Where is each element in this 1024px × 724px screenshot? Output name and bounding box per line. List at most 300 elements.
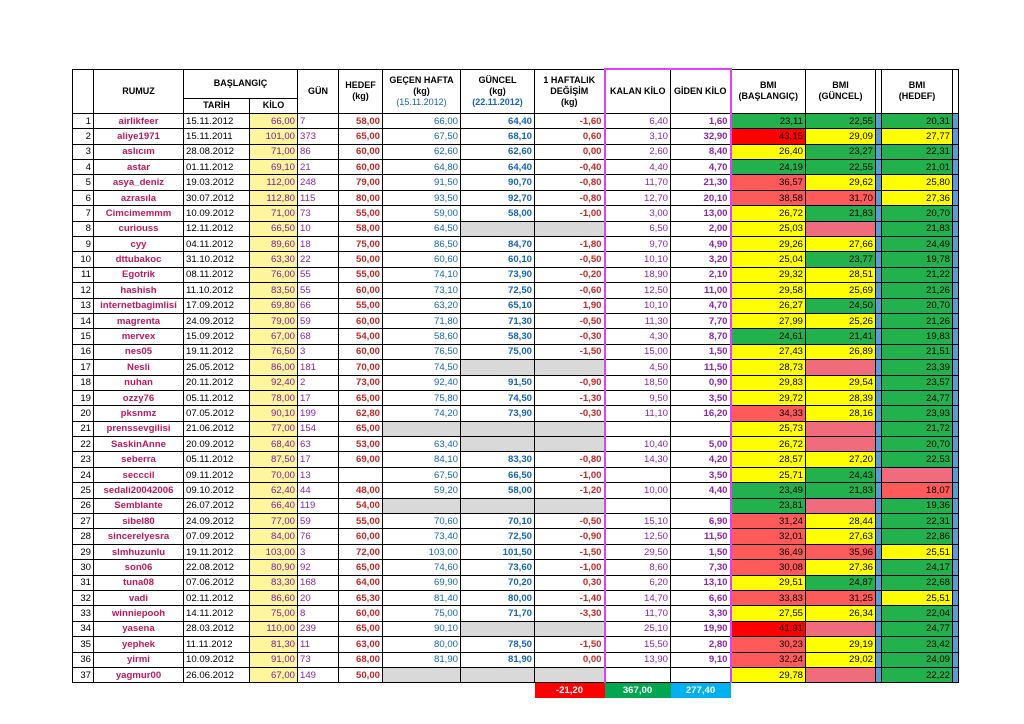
cell-kalan: 12,50 — [605, 529, 671, 544]
cell-guncel: 58,00 — [461, 206, 535, 221]
cell-bmi-hed: 20,70 — [882, 298, 953, 313]
table-row — [73, 591, 959, 606]
cell-guncel — [461, 621, 535, 636]
cell-hedef: 53,00 — [339, 437, 383, 452]
cell-bmi-hed: 21,51 — [882, 344, 953, 359]
cell-tarih: 19.03.2012 — [184, 175, 250, 190]
cell-degisim: -0,40 — [535, 160, 605, 175]
cell-gecen: 58,60 — [383, 329, 461, 344]
cell-kalan: 11,10 — [605, 406, 671, 421]
cell-guncel: 70,10 — [461, 514, 535, 529]
cell-gun: 11 — [298, 637, 339, 652]
header-degisim — [535, 69, 605, 113]
cell-kalan: 11,30 — [605, 313, 671, 328]
table-row — [73, 483, 959, 498]
cell-tarih: 10.09.2012 — [184, 206, 250, 221]
cell-bmi-hed: 21,83 — [882, 221, 953, 236]
cell-guncel: 75,00 — [461, 344, 535, 359]
cell-idx: 22 — [73, 437, 94, 452]
cell-idx: 2 — [73, 129, 94, 144]
cell-bmi-hed: 20,31 — [882, 113, 953, 128]
cell-kilo: 75,00 — [250, 606, 298, 621]
cell-kilo: 89,60 — [250, 237, 298, 252]
cell-guncel: 68,10 — [461, 129, 535, 144]
cell-bmi-gun: 24,50 — [806, 298, 876, 313]
header-bmi-baslangic — [731, 69, 806, 113]
column-separator — [953, 206, 959, 221]
cell-bmi-bas: 23,81 — [731, 498, 806, 513]
cell-name: seberra — [94, 452, 184, 467]
cell-degisim — [535, 221, 605, 236]
cell-bmi-bas: 24,19 — [731, 160, 806, 175]
cell-gun: 2 — [298, 375, 339, 390]
cell-tarih: 28.03.2012 — [184, 621, 250, 636]
cell-kalan: 11,70 — [605, 606, 671, 621]
cell-hedef: 75,00 — [339, 237, 383, 252]
cell-name: nuhan — [94, 375, 184, 390]
column-separator — [953, 421, 959, 436]
column-separator — [953, 175, 959, 190]
cell-tarih: 11.11.2012 — [184, 637, 250, 652]
totals-row — [73, 683, 959, 698]
cell-kalan: 9,50 — [605, 390, 671, 405]
cell-bmi-bas: 26,72 — [731, 206, 806, 221]
cell-gun: 22 — [298, 252, 339, 267]
cell-kilo: 71,00 — [250, 144, 298, 159]
header-bmi-hedef — [882, 69, 953, 113]
cell-bmi-hed: 23,42 — [882, 637, 953, 652]
cell-bmi-hed: 22,86 — [882, 529, 953, 544]
cell-giden — [671, 498, 731, 513]
table-row — [73, 452, 959, 467]
cell-bmi-hed: 22,04 — [882, 606, 953, 621]
cell-tarih: 10.09.2012 — [184, 652, 250, 667]
cell-hedef: 54,00 — [339, 329, 383, 344]
cell-gecen: 84,10 — [383, 452, 461, 467]
cell-degisim: 1,90 — [535, 298, 605, 313]
cell-kalan: 10,00 — [605, 483, 671, 498]
cell-degisim: -0,60 — [535, 283, 605, 298]
totals-spacer — [73, 683, 535, 698]
cell-kilo: 66,50 — [250, 221, 298, 236]
cell-gun: 76 — [298, 529, 339, 544]
header-gun: GÜN — [298, 69, 339, 113]
cell-degisim: -0,90 — [535, 529, 605, 544]
table-row — [73, 283, 959, 298]
cell-bmi-hed: 21,26 — [882, 313, 953, 328]
cell-degisim: -0,30 — [535, 406, 605, 421]
cell-guncel: 84,70 — [461, 237, 535, 252]
table-row — [73, 514, 959, 529]
cell-hedef: 58,00 — [339, 221, 383, 236]
cell-tarih: 14.11.2012 — [184, 606, 250, 621]
cell-tarih: 09.11.2012 — [184, 467, 250, 482]
cell-kalan: 25,10 — [605, 621, 671, 636]
column-separator — [953, 437, 959, 452]
cell-gecen: 86,50 — [383, 237, 461, 252]
cell-kalan — [605, 467, 671, 482]
cell-kilo: 63,30 — [250, 252, 298, 267]
cell-tarih: 25.05.2012 — [184, 360, 250, 375]
header-bmi-hed-line1: BMI — [908, 80, 926, 91]
cell-guncel: 65,10 — [461, 298, 535, 313]
cell-kilo: 90,10 — [250, 406, 298, 421]
cell-gecen: 64,80 — [383, 160, 461, 175]
cell-bmi-gun: 21,83 — [806, 483, 876, 498]
column-separator — [953, 221, 959, 236]
cell-degisim: -1,60 — [535, 113, 605, 128]
cell-idx: 11 — [73, 267, 94, 282]
cell-guncel: 71,30 — [461, 313, 535, 328]
cell-kilo: 110,00 — [250, 621, 298, 636]
cell-bmi-bas: 41,91 — [731, 621, 806, 636]
cell-tarih: 08.11.2012 — [184, 267, 250, 282]
cell-kalan: 10,10 — [605, 298, 671, 313]
cell-guncel: 90,70 — [461, 175, 535, 190]
cell-gecen: 74,10 — [383, 267, 461, 282]
total-degisim: -21,20 — [535, 683, 605, 698]
cell-idx: 21 — [73, 421, 94, 436]
cell-bmi-bas: 28,73 — [731, 360, 806, 375]
header-hedef — [339, 69, 383, 113]
cell-giden: 4,40 — [671, 483, 731, 498]
cell-gun: 17 — [298, 452, 339, 467]
cell-degisim: -1,40 — [535, 591, 605, 606]
cell-bmi-gun: 26,89 — [806, 344, 876, 359]
cell-degisim — [535, 421, 605, 436]
cell-kilo: 76,00 — [250, 267, 298, 282]
cell-degisim — [535, 621, 605, 636]
cell-kalan — [605, 421, 671, 436]
cell-kilo: 91,00 — [250, 652, 298, 667]
cell-bmi-bas: 31,24 — [731, 514, 806, 529]
cell-idx: 17 — [73, 360, 94, 375]
cell-gecen: 74,60 — [383, 560, 461, 575]
column-separator — [953, 560, 959, 575]
cell-bmi-bas: 24,61 — [731, 329, 806, 344]
cell-hedef: 58,00 — [339, 113, 383, 128]
cell-kalan: 13,90 — [605, 652, 671, 667]
cell-gecen: 63,40 — [383, 437, 461, 452]
cell-bmi-bas: 25,71 — [731, 467, 806, 482]
cell-kalan: 14,70 — [605, 591, 671, 606]
cell-giden: 4,20 — [671, 452, 731, 467]
cell-idx: 33 — [73, 606, 94, 621]
cell-degisim: -0,80 — [535, 452, 605, 467]
cell-idx: 36 — [73, 652, 94, 667]
cell-tarih: 24.09.2012 — [184, 313, 250, 328]
cell-kilo: 92,40 — [250, 375, 298, 390]
table-row — [73, 544, 959, 559]
cell-gecen: 93,50 — [383, 190, 461, 205]
cell-kilo: 62,40 — [250, 483, 298, 498]
cell-bmi-bas: 36,57 — [731, 175, 806, 190]
cell-idx: 23 — [73, 452, 94, 467]
cell-idx: 4 — [73, 160, 94, 175]
cell-degisim — [535, 360, 605, 375]
cell-hedef: 50,00 — [339, 667, 383, 682]
header-gecen-date: (15.11.2012) — [396, 96, 447, 107]
cell-degisim: -0,30 — [535, 329, 605, 344]
cell-tarih: 05.11.2012 — [184, 390, 250, 405]
cell-hedef: 69,00 — [339, 452, 383, 467]
cell-guncel: 101,50 — [461, 544, 535, 559]
cell-gecen: 64,50 — [383, 221, 461, 236]
cell-giden: 3,20 — [671, 252, 731, 267]
cell-gun: 7 — [298, 113, 339, 128]
cell-name: slmhuzunlu — [94, 544, 184, 559]
cell-hedef: 65,30 — [339, 591, 383, 606]
column-separator — [953, 344, 959, 359]
cell-guncel: 72,50 — [461, 283, 535, 298]
cell-bmi-hed: 22,31 — [882, 514, 953, 529]
cell-giden: 1,60 — [671, 113, 731, 128]
cell-giden: 1,50 — [671, 344, 731, 359]
cell-gun: 115 — [298, 190, 339, 205]
cell-bmi-gun: 28,16 — [806, 406, 876, 421]
cell-degisim: -1,00 — [535, 467, 605, 482]
cell-gun: 239 — [298, 621, 339, 636]
cell-degisim — [535, 437, 605, 452]
cell-tarih: 04.11.2012 — [184, 237, 250, 252]
cell-hedef — [339, 467, 383, 482]
cell-guncel: 64,40 — [461, 113, 535, 128]
cell-gecen: 66,00 — [383, 113, 461, 128]
cell-bmi-hed: 24,17 — [882, 560, 953, 575]
cell-hedef: 50,00 — [339, 252, 383, 267]
column-separator — [953, 190, 959, 205]
cell-name: winniepooh — [94, 606, 184, 621]
cell-hedef: 60,00 — [339, 144, 383, 159]
cell-giden: 1,50 — [671, 544, 731, 559]
total-giden: 277,40 — [671, 683, 731, 698]
cell-guncel: 74,50 — [461, 390, 535, 405]
cell-tarih: 01.11.2012 — [184, 160, 250, 175]
cell-kilo: 68,40 — [250, 437, 298, 452]
cell-gun: 181 — [298, 360, 339, 375]
cell-gun: 59 — [298, 514, 339, 529]
cell-idx: 15 — [73, 329, 94, 344]
cell-kilo: 86,00 — [250, 360, 298, 375]
cell-bmi-bas: 33,83 — [731, 591, 806, 606]
cell-idx: 20 — [73, 406, 94, 421]
cell-bmi-bas: 34,33 — [731, 406, 806, 421]
cell-hedef: 65,00 — [339, 390, 383, 405]
cell-gecen: 69,90 — [383, 575, 461, 590]
cell-bmi-hed: 21,01 — [882, 160, 953, 175]
cell-name: ozzy76 — [94, 390, 184, 405]
cell-giden: 7,70 — [671, 313, 731, 328]
cell-bmi-hed: 19,78 — [882, 252, 953, 267]
cell-kilo: 112,00 — [250, 175, 298, 190]
column-separator — [953, 606, 959, 621]
cell-kilo: 87,50 — [250, 452, 298, 467]
cell-name: SaskinAnne — [94, 437, 184, 452]
cell-giden: 9,10 — [671, 652, 731, 667]
cell-name: asya_deniz — [94, 175, 184, 190]
cell-bmi-hed: 19,83 — [882, 329, 953, 344]
cell-hedef: 60,00 — [339, 344, 383, 359]
header-bmi-hed-line2: (HEDEF) — [898, 91, 936, 102]
header-hedef-line1: HEDEF — [345, 80, 376, 91]
cell-giden: 11,00 — [671, 283, 731, 298]
cell-gun: 55 — [298, 283, 339, 298]
cell-gun: 86 — [298, 144, 339, 159]
cell-name: Egotrik — [94, 267, 184, 282]
cell-kilo: 103,00 — [250, 544, 298, 559]
cell-kilo: 81,30 — [250, 637, 298, 652]
cell-kilo: 77,00 — [250, 421, 298, 436]
cell-bmi-gun — [806, 437, 876, 452]
cell-gun: 20 — [298, 591, 339, 606]
cell-kilo: 80,90 — [250, 560, 298, 575]
table-row — [73, 652, 959, 667]
cell-guncel: 58,30 — [461, 329, 535, 344]
header-hedef-line2: (kg) — [352, 91, 369, 102]
cell-guncel: 81,90 — [461, 652, 535, 667]
table-row — [73, 560, 959, 575]
cell-bmi-hed — [882, 467, 953, 482]
cell-gecen: 62,60 — [383, 144, 461, 159]
table-row — [73, 437, 959, 452]
cell-bmi-gun — [806, 421, 876, 436]
cell-tarih: 07.05.2012 — [184, 406, 250, 421]
cell-hedef: 62,80 — [339, 406, 383, 421]
cell-degisim: -0,80 — [535, 190, 605, 205]
cell-bmi-hed: 20,70 — [882, 437, 953, 452]
table-row — [73, 529, 959, 544]
cell-guncel: 62,60 — [461, 144, 535, 159]
cell-bmi-gun: 29,62 — [806, 175, 876, 190]
cell-name: sedali20042006 — [94, 483, 184, 498]
cell-tarih: 20.11.2012 — [184, 375, 250, 390]
cell-gecen: 63,20 — [383, 298, 461, 313]
cell-gun: 8 — [298, 606, 339, 621]
cell-name: magrenta — [94, 313, 184, 328]
column-separator — [953, 498, 959, 513]
cell-bmi-bas: 43,15 — [731, 129, 806, 144]
cell-bmi-hed: 21,22 — [882, 267, 953, 282]
cell-gecen: 76,50 — [383, 344, 461, 359]
cell-guncel: 72,50 — [461, 529, 535, 544]
cell-tarih: 19.11.2012 — [184, 344, 250, 359]
cell-guncel: 60,10 — [461, 252, 535, 267]
cell-degisim: -0,50 — [535, 313, 605, 328]
column-separator — [953, 69, 959, 113]
cell-bmi-bas: 30,23 — [731, 637, 806, 652]
column-separator — [953, 129, 959, 144]
cell-name: secccil — [94, 467, 184, 482]
header-degisim-line1: 1 HAFTALIK — [543, 74, 596, 85]
column-separator — [953, 544, 959, 559]
cell-kalan: 4,40 — [605, 160, 671, 175]
cell-gun: 73 — [298, 206, 339, 221]
cell-kilo: 86,60 — [250, 591, 298, 606]
cell-hedef: 54,00 — [339, 498, 383, 513]
cell-degisim — [535, 498, 605, 513]
cell-idx: 26 — [73, 498, 94, 513]
cell-idx: 6 — [73, 190, 94, 205]
cell-gecen — [383, 498, 461, 513]
cell-name: Cimcimemmm — [94, 206, 184, 221]
cell-idx: 8 — [73, 221, 94, 236]
cell-hedef: 60,00 — [339, 160, 383, 175]
cell-guncel: 83,30 — [461, 452, 535, 467]
cell-bmi-bas: 25,03 — [731, 221, 806, 236]
cell-bmi-gun: 29,02 — [806, 652, 876, 667]
cell-hedef: 60,00 — [339, 283, 383, 298]
cell-gecen: 67,50 — [383, 129, 461, 144]
cell-bmi-hed: 27,36 — [882, 190, 953, 205]
cell-idx: 30 — [73, 560, 94, 575]
cell-bmi-gun: 24,87 — [806, 575, 876, 590]
cell-name: son06 — [94, 560, 184, 575]
cell-kilo: 69,10 — [250, 160, 298, 175]
cell-degisim: -1,00 — [535, 206, 605, 221]
cell-gecen: 59,00 — [383, 206, 461, 221]
cell-bmi-bas: 28,57 — [731, 452, 806, 467]
cell-name: prenssevgilisi — [94, 421, 184, 436]
cell-bmi-hed: 19,36 — [882, 498, 953, 513]
cell-bmi-gun: 29,09 — [806, 129, 876, 144]
column-separator — [953, 667, 959, 682]
cell-tarih: 15.11.2012 — [184, 113, 250, 128]
cell-degisim: -0,50 — [535, 514, 605, 529]
cell-idx: 13 — [73, 298, 94, 313]
cell-gun: 13 — [298, 467, 339, 482]
cell-kalan: 15,00 — [605, 344, 671, 359]
cell-giden: 2,10 — [671, 267, 731, 282]
cell-gecen: 71,80 — [383, 313, 461, 328]
cell-kalan — [605, 667, 671, 682]
cell-giden: 4,70 — [671, 298, 731, 313]
table-row — [73, 498, 959, 513]
cell-kalan: 11,70 — [605, 175, 671, 190]
header-gecen-hafta — [383, 69, 461, 113]
cell-name: internetbagimlisi — [94, 298, 184, 313]
cell-bmi-bas: 36,49 — [731, 544, 806, 559]
cell-guncel: 73,60 — [461, 560, 535, 575]
column-separator — [953, 375, 959, 390]
table-row — [73, 637, 959, 652]
cell-gun: 373 — [298, 129, 339, 144]
cell-guncel: 58,00 — [461, 483, 535, 498]
cell-bmi-gun — [806, 498, 876, 513]
column-separator — [953, 467, 959, 482]
table-row — [73, 160, 959, 175]
cell-gun: 10 — [298, 221, 339, 236]
cell-gecen — [383, 421, 461, 436]
cell-gecen: 60,60 — [383, 252, 461, 267]
cell-kalan: 3,10 — [605, 129, 671, 144]
cell-gecen: 81,40 — [383, 591, 461, 606]
cell-gun: 17 — [298, 390, 339, 405]
cell-hedef: 55,00 — [339, 514, 383, 529]
cell-kalan: 15,10 — [605, 514, 671, 529]
cell-bmi-gun — [806, 621, 876, 636]
cell-bmi-bas: 29,26 — [731, 237, 806, 252]
cell-bmi-hed: 20,70 — [882, 206, 953, 221]
cell-idx: 9 — [73, 237, 94, 252]
cell-hedef: 73,00 — [339, 375, 383, 390]
cell-idx: 37 — [73, 667, 94, 682]
cell-tarih: 02.11.2012 — [184, 591, 250, 606]
cell-name: mervex — [94, 329, 184, 344]
cell-guncel: 73,90 — [461, 267, 535, 282]
header-baslangic: BAŞLANGIÇ — [184, 69, 298, 98]
cell-giden — [671, 421, 731, 436]
cell-gun: 44 — [298, 483, 339, 498]
